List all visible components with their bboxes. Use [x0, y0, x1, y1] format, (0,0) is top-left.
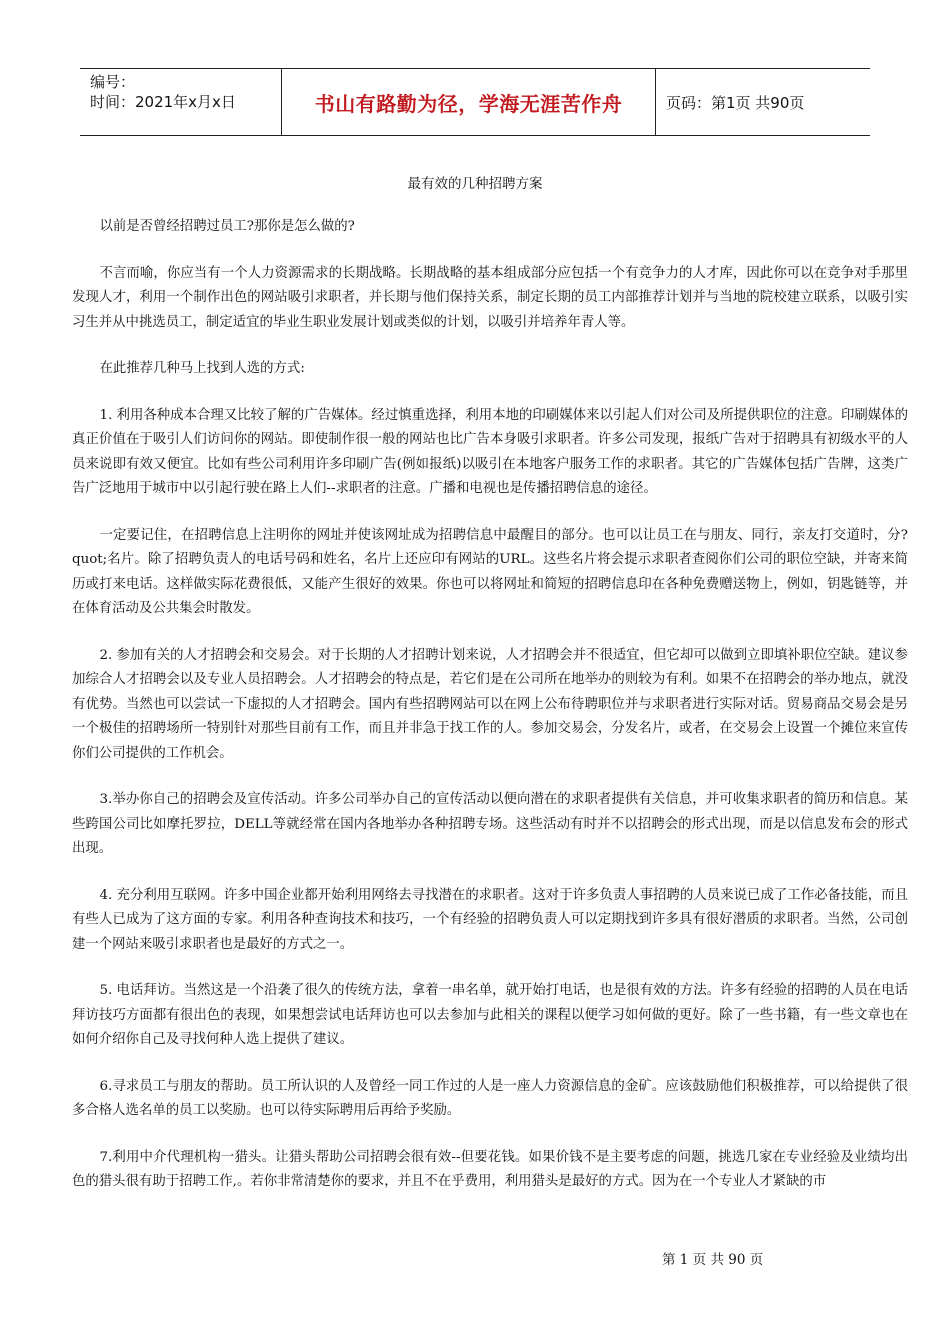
paragraph: 2. 参加有关的人才招聘会和交易会。对于长期的人才招聘计划来说，人才招聘会并不很适宜，但它却可以做到立即填补职位空缺。建议参加综合人才招聘会以及专业人员招聘会。人才招聘会的特点是，若它们是在公司所在地举办的则较为有利。如果不在招聘会的举办地点，就没有优势。当然也可以尝试一下虚拟的人才招聘会。国内有些招聘网站可以在网上公布待聘职位并与求职者进行实际对话。贸易商品交易会是另一个极佳的招聘场所一特别针对那些目前有工作，而且并非急于找工作的人。参加交易会，分发名片，或者，在交易会上设置一个摊位来宣传你们公司提供的工作机会。 — [72, 647, 908, 761]
paragraph: 6.寻求员工与朋友的帮助。员工所认识的人及曾经一同工作过的人是一座人力资源信息的金矿。应该鼓励他们积极推荐，可以给提供了很多合格人选名单的员工以奖励。也可以待实际聘用后再给予奖励。 — [72, 1078, 908, 1118]
document-number-label: 编号： — [90, 73, 136, 91]
paragraph: 3.举办你自己的招聘会及宣传活动。许多公司举办自己的宣传活动以便向潜在的求职者提供有关信息，并可收集求职者的简历和信息。某些跨国公司比如摩托罗拉，DELL等就经常在国内各地举办各种招聘专场。这些活动有时并不以招聘会的形式出现，而是以信息发布会的形式出现。 — [72, 792, 908, 856]
document-body — [72, 215, 908, 1217]
paragraph: 不言而喻，你应当有一个人力资源需求的长期战略。长期战略的基本组成部分应包括一个有竞争力的人才库，因此你可以在竞争对手那里发现人才，利用一个制作出色的网站吸引求职者，并长期与他们保持关系，制定长期的员工内部推荐计划并与当地的院校建立联系，以吸引实习生并从中挑选员工，制定适宜的毕业生职业发展计划或类似的计划，以吸引并培养年青人等。 — [72, 265, 908, 330]
header-meta-cell — [80, 69, 282, 135]
paragraph: 5. 电话拜访。当然这是一个沿袭了很久的传统方法，拿着一串名单，就开始打电话，也是很有效的方法。许多有经验的招聘的人员在电话拜访技巧方面都有很出色的表现，如果想尝试电话拜访也可以去参加与此相关的课程以便学习如何做的更好。除了一些书籍，有一些文章也在如何介绍你自己及寻找何种人选上提供了建议。 — [72, 983, 908, 1047]
document-time-label: 时间：2021年x月x日 — [90, 93, 236, 111]
document-title: 最有效的几种招聘方案 — [407, 176, 543, 192]
page-header — [80, 68, 870, 136]
paragraph: 4. 充分利用互联网。许多中国企业都开始利用网络去寻找潜在的求职者。这对于许多负责人事招聘的人员来说已成了工作必备技能，而且有些人已成为了这方面的专家。利用各种查询技术和技巧，一个有经验的招聘负责人可以定期找到许多具有很好潜质的求职者。当然，公司创建一个网站来吸引求职者也是最好的方式之一。 — [72, 887, 908, 952]
paragraph: 7.利用中介代理机构一猎头。让猎头帮助公司招聘会很有效--但要花钱。如果价钱不是主要考虑的问题，挑选几家在专业经验及业绩均出色的猎头很有助于招聘工作,。若你非常清楚你的要求，并且不在乎费用，利用猎头是最好的方式。因为在一个专业人才紧缺的市 — [72, 1149, 908, 1189]
paragraph: 以前是否曾经招聘过员工?那你是怎么做的? — [99, 219, 355, 234]
paragraph: 一定要记住，在招聘信息上注明你的网址并使该网址成为招聘信息中最醒目的部分。也可以让员工在与朋友、同行，亲友打交道时，分?quot;名片。除了招聘负责人的电话号码和姓名，名片上还应印有网站的URL。这些名片将会提示求职者查阅你们公司的职位空缺，并寄来简历或打来电话。这样做实际花费很低，又能产生很好的效果。你也可以将网址和简短的招聘信息印在各种免费赠送物上，例如，钥匙链等，并在体育活动及公共集会时散发。 — [72, 527, 908, 616]
header-page-info: 页码：第1页 共90页 — [666, 93, 805, 112]
page-footer: 第 1 页 共 90 页 — [662, 1252, 764, 1268]
header-motto: 书山有路勤为径，学海无涯苦作舟 — [282, 69, 656, 135]
paragraph: 在此推荐几种马上找到人选的方式: — [99, 361, 305, 376]
paragraph: 1. 利用各种成本合理又比较了解的广告媒体。经过慎重选择，利用本地的印刷媒体来以引起人们对公司及所提供职位的注意。印刷媒体的真正价值在于吸引人们访问你的网站。即使制作很一般的网站也比广告本身吸引求职者。许多公司发现，报纸广告对于招聘具有初级水平的人员来说即有效又便宜。比如有些公司利用许多印刷广告(例如报纸)以吸引在本地客户服务工作的求职者。其它的广告媒体包括广告牌，这类广告广泛地用于城市中以引起行驶在路上人们--求职者的注意。广播和电视也是传播招聘信息的途径。 — [72, 407, 908, 496]
